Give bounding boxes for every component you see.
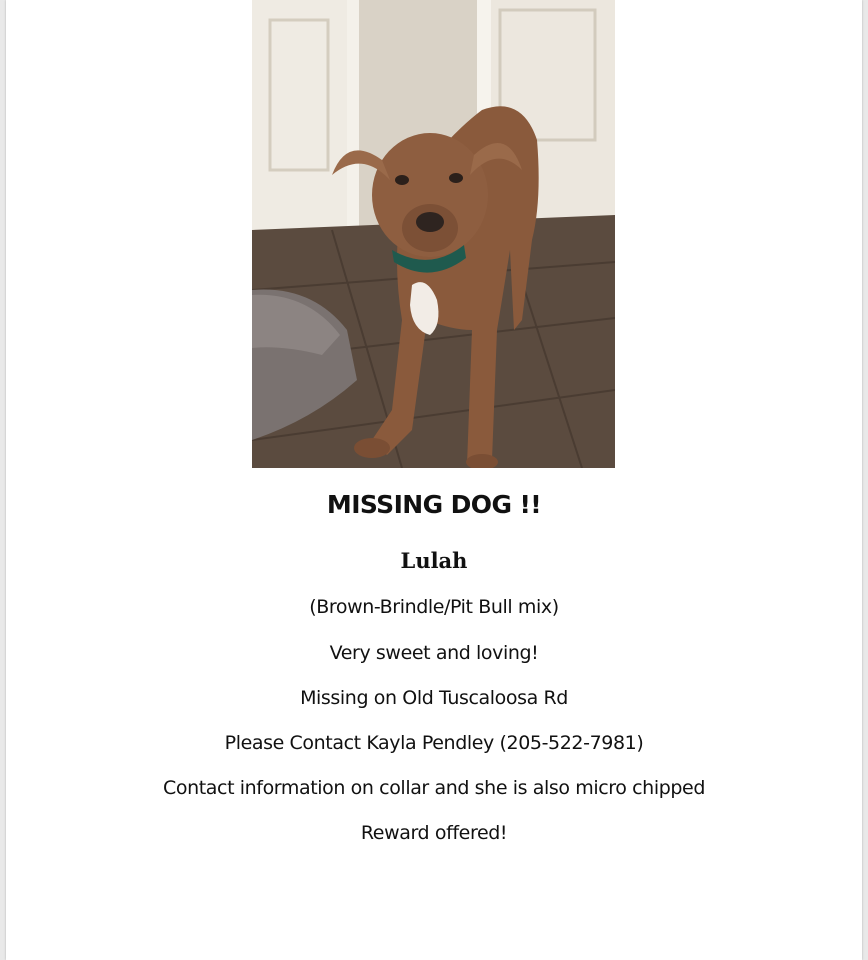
flyer-title: MISSING DOG !! (326, 490, 542, 519)
dog-photo (252, 0, 615, 468)
reward-notice: Reward offered! (360, 822, 508, 844)
missing-location: Missing on Old Tuscaloosa Rd (300, 687, 568, 709)
contact-info: Please Contact Kayla Pendley (205-522-7981) (224, 732, 644, 754)
dog-name: Lulah (400, 548, 468, 573)
flyer-page (6, 0, 862, 960)
collar-chip-info: Contact information on collar and she is also micro chipped (163, 777, 705, 799)
dog-breed: (Brown-Brindle/Pit Bull mix) (309, 596, 559, 618)
dog-temperament: Very sweet and loving! (329, 642, 539, 664)
